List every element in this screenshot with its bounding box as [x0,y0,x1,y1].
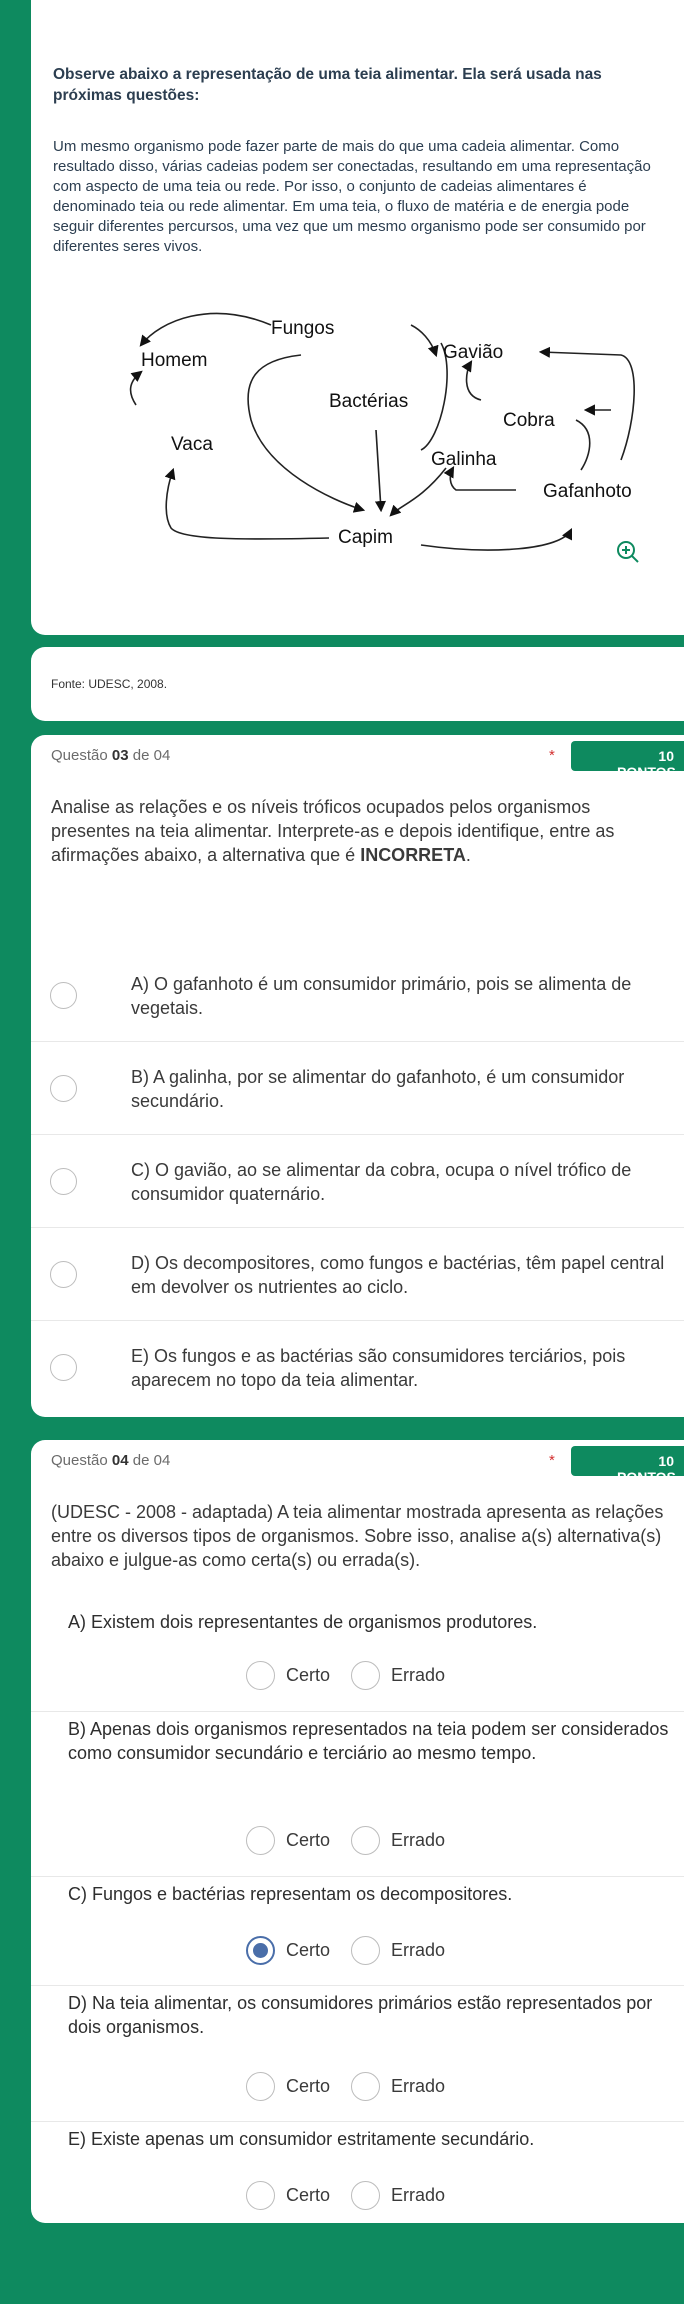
label-bacterias: Bactérias [329,391,409,412]
label-homem: Homem [141,350,208,371]
question-3-card [31,735,684,1417]
radio-option-b[interactable] [50,1075,77,1102]
source-text: Fonte: UDESC, 2008. [51,677,168,691]
intro-card [31,0,684,635]
radio-option-e[interactable] [50,1354,77,1381]
radio-errado-e[interactable] [351,2181,380,2210]
question-3-prompt: Analise as relações e os níveis tróficos ocupados pelos organismos presentes na teia alimentar. Interprete-as e depois identifique, entre as afirmações abaixo, a alternativa que é INCORRETA. [51,797,615,865]
source-card [31,647,684,721]
option-d-label[interactable]: D) Os decompositores, como fungos e bactérias, têm papel central em devolver os nutrientes ao ciclo. [131,1253,665,1297]
arrow-top-gaviao [411,325,436,355]
question-4-header: Questão 04 de 04 [51,1452,171,1469]
radio-option-a[interactable] [50,982,77,1009]
statement-e: E) Existe apenas um consumidor estritamente secundário. [68,2129,535,2149]
radio-errado-c[interactable] [351,1936,380,1965]
radio-certo-c-selected[interactable] [246,1936,275,1965]
question-4-card [31,1440,684,2223]
radio-errado-a[interactable] [351,1661,380,1690]
statement-c-choices: Certo Errado [246,1936,546,1966]
arrow-vaca-homem [131,372,141,405]
arrow-galinha-capim [391,468,446,515]
radio-errado-d[interactable] [351,2072,380,2101]
label-galinha: Galinha [431,449,497,470]
required-star: * [549,747,555,764]
radio-certo-b[interactable] [246,1826,275,1855]
radio-option-d[interactable] [50,1261,77,1288]
label-gaviao: Gavião [443,342,504,363]
label-gafanhoto: Gafanhoto [543,481,632,502]
radio-certo-a[interactable] [246,1661,275,1690]
radio-option-c[interactable] [50,1168,77,1195]
label-capim: Capim [338,527,393,548]
label-cobra: Cobra [503,410,555,431]
arrow-capim-vaca [166,470,329,539]
required-star: * [549,1452,555,1469]
divider [31,1985,684,1986]
divider [31,2121,684,2122]
arrow-bacterias-capim [376,430,381,510]
option-b[interactable] [31,1043,684,1135]
option-e-label[interactable]: E) Os fungos e as bactérias são consumidores terciários, pois aparecem no topo da teia alimentar. [131,1346,626,1390]
option-a[interactable] [31,950,684,1042]
points-badge: 10 PONTOS [571,1446,684,1476]
statement-a: A) Existem dois representantes de organismos produtores. [68,1612,538,1632]
arrow-capim-gafanhoto [421,530,571,550]
radio-certo-e[interactable] [246,2181,275,2210]
radio-errado-b[interactable] [351,1826,380,1855]
option-a-label[interactable]: A) O gafanhoto é um consumidor primário, pois se alimenta de vegetais. [131,974,632,1018]
statement-c: C) Fungos e bactérias representam os decompositores. [68,1884,513,1904]
arrow-fungos-capim [248,355,363,510]
points-badge: 10 PONTOS [571,741,684,771]
arrow-right-gaviao [541,352,634,460]
intro-heading: Observe abaixo a representação de uma teia alimentar. Ela será usada nas próximas questões: [53,66,602,104]
radio-certo-d[interactable] [246,2072,275,2101]
option-c-label[interactable]: C) O gavião, ao se alimentar da cobra, ocupa o nível trófico de consumidor quaternário. [131,1160,632,1204]
option-d[interactable] [31,1229,684,1321]
divider [31,1711,684,1712]
label-vaca: Vaca [171,434,213,455]
statement-a-choices: Certo Errado [246,1661,546,1691]
intro-paragraph: Um mesmo organismo pode fazer parte de mais do que uma cadeia alimentar. Como resultado disso, várias cadeias podem ser conectadas, resultando em uma representação com aspecto de uma teia ou rede. Por isso, o conjunto de cadeias alimentares é denominado teia ou rede alimentar. Em uma teia, o fluxo de matéria e de energia pode seguir diferentes percursos, uma vez que um mesmo organismo pode ser consumido por diferentes seres vivos. [53,138,651,255]
question-3-header: Questão 03 de 04 [51,747,171,764]
statement-d: D) Na teia alimentar, os consumidores primários estão representados por dois organismos. [68,1993,653,2037]
zoom-in-icon[interactable] [618,542,638,562]
arrow-cobra-gaviao [467,362,481,400]
option-e[interactable] [31,1322,684,1414]
arrow-gafanhoto-galinha [450,468,516,490]
question-4-prompt: (UDESC - 2008 - adaptada) A teia alimentar mostrada apresenta as relações entre os diversos tipos de organismos. Sobre isso, analise a(s) alternativa(s) abaixo e julgue-as como certa(s) ou errada(s). [51,1502,664,1570]
label-fungos: Fungos [271,318,335,339]
statement-d-choices: Certo Errado [246,2072,546,2102]
statement-b-choices: Certo Errado [246,1826,546,1856]
option-b-label[interactable]: B) A galinha, por se alimentar do gafanhoto, é um consumidor secundário. [131,1067,625,1111]
divider [31,1876,684,1877]
arrow-gafanhoto-cobra [576,420,590,470]
option-c[interactable] [31,1136,684,1228]
statement-b: B) Apenas dois organismos representados na teia podem ser considerados como consumidor secundário e terciário ao mesmo tempo. [68,1719,669,1763]
statement-e-choices: Certo Errado [246,2181,546,2211]
arrow-fungos-homem [141,314,271,345]
food-web-diagram [91,300,671,575]
